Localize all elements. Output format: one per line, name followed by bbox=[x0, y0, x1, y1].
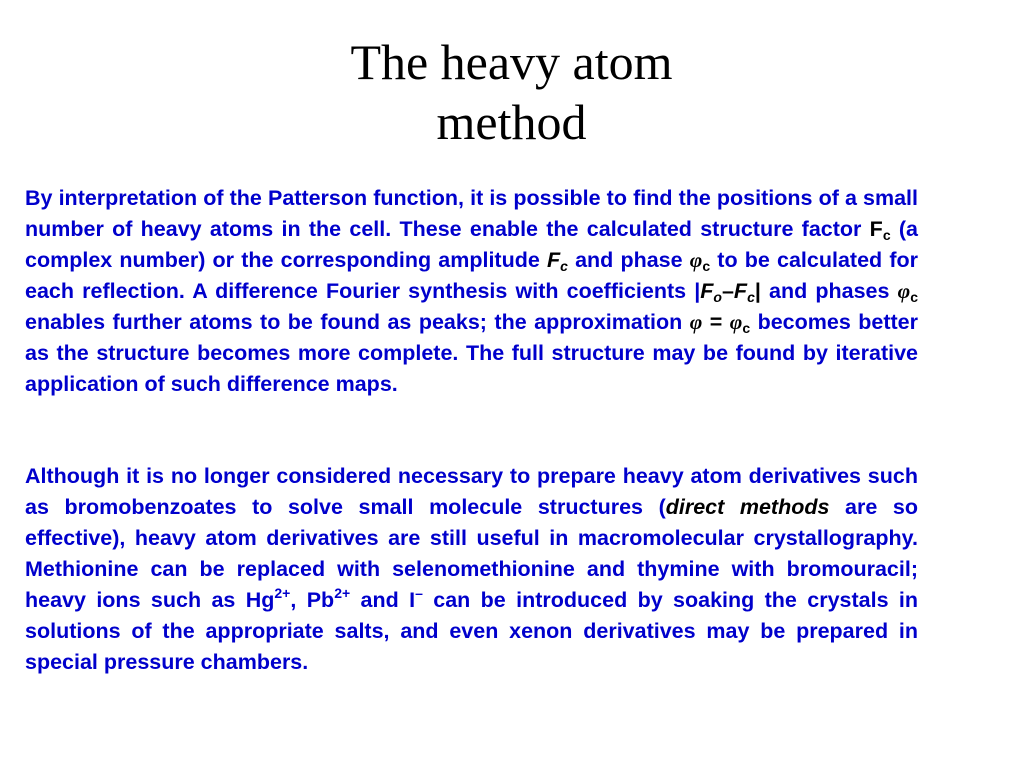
symbol-fc-diff bbox=[734, 279, 755, 303]
subscript: c bbox=[560, 258, 568, 274]
text-run: becomes better as the structure becomes more complete. The full structure may be found by iterative application of such difference maps. bbox=[25, 310, 918, 396]
text-run: can be introduced by soaking the crystals in solutions of the appropriate salts, and even xenon derivatives may be prepared in special pressure chambers. bbox=[25, 588, 919, 674]
phi-symbol: φ bbox=[897, 279, 911, 303]
symbol-letter: F bbox=[733, 279, 748, 303]
text-run: Although it is no longer considered necessary to prepare heavy atom derivatives such as bromobenzoates to solve small molecule structures ( bbox=[25, 464, 918, 519]
subscript: c bbox=[747, 289, 755, 305]
paragraph-heavy-atom-derivatives bbox=[25, 461, 918, 678]
text-run: and phase bbox=[567, 248, 690, 272]
symbol-phi-c bbox=[898, 279, 918, 303]
phi-symbol: φ bbox=[689, 248, 703, 272]
text-run: and phases bbox=[760, 279, 898, 303]
symbol-letter: F bbox=[700, 279, 714, 303]
text-run: , Pb bbox=[290, 588, 335, 612]
direct-methods-emphasis: direct methods bbox=[665, 495, 830, 519]
superscript-charge: – bbox=[415, 585, 423, 601]
equation-phi-approx bbox=[690, 310, 750, 334]
subscript: o bbox=[713, 289, 722, 305]
paragraph-heavy-atom-method bbox=[25, 183, 918, 400]
minus-sign: – bbox=[721, 279, 734, 303]
symbol-fo bbox=[700, 279, 722, 303]
subscript: c bbox=[882, 227, 891, 243]
slide-title bbox=[0, 32, 1023, 152]
phi-symbol: φ bbox=[689, 310, 703, 334]
symbol-phi-c bbox=[690, 248, 710, 272]
text-run: (a complex number) or the corresponding amplitude bbox=[25, 217, 918, 272]
text-run: enables further atoms to be found as peaks; the approximation bbox=[25, 310, 690, 334]
symbol-letter: F bbox=[546, 248, 561, 272]
text-run: By interpretation of the Patterson function, it is possible to find the positions of a small number of heavy atoms in the cell. These enable the calculated structure factor bbox=[25, 186, 918, 241]
superscript-charge: 2+ bbox=[334, 585, 351, 601]
phi-symbol: φ bbox=[729, 310, 743, 334]
slide-title-line-2: method bbox=[436, 94, 587, 150]
symbol-fc bbox=[870, 217, 891, 241]
text-run: and I bbox=[350, 588, 416, 612]
equals-sign: = bbox=[702, 310, 730, 334]
superscript-charge: 2+ bbox=[274, 585, 291, 601]
subscript: c bbox=[742, 320, 751, 336]
text-run: to be calculated for each reflection. A difference Fourier synthesis with coefficients | bbox=[25, 248, 918, 303]
symbol-fc-amplitude bbox=[547, 248, 568, 272]
text-run: are so effective), heavy atom derivatives are still useful in macromolecular crystallography. Methionine can be replaced with selenomethionine and thymine with bromouracil; heavy ions such as Hg bbox=[25, 495, 918, 612]
subscript: c bbox=[910, 289, 918, 305]
subscript: c bbox=[702, 258, 711, 274]
slide-title-line-1: The heavy atom bbox=[350, 34, 673, 90]
abs-bar: | bbox=[754, 279, 761, 303]
symbol-letter: F bbox=[869, 217, 883, 241]
